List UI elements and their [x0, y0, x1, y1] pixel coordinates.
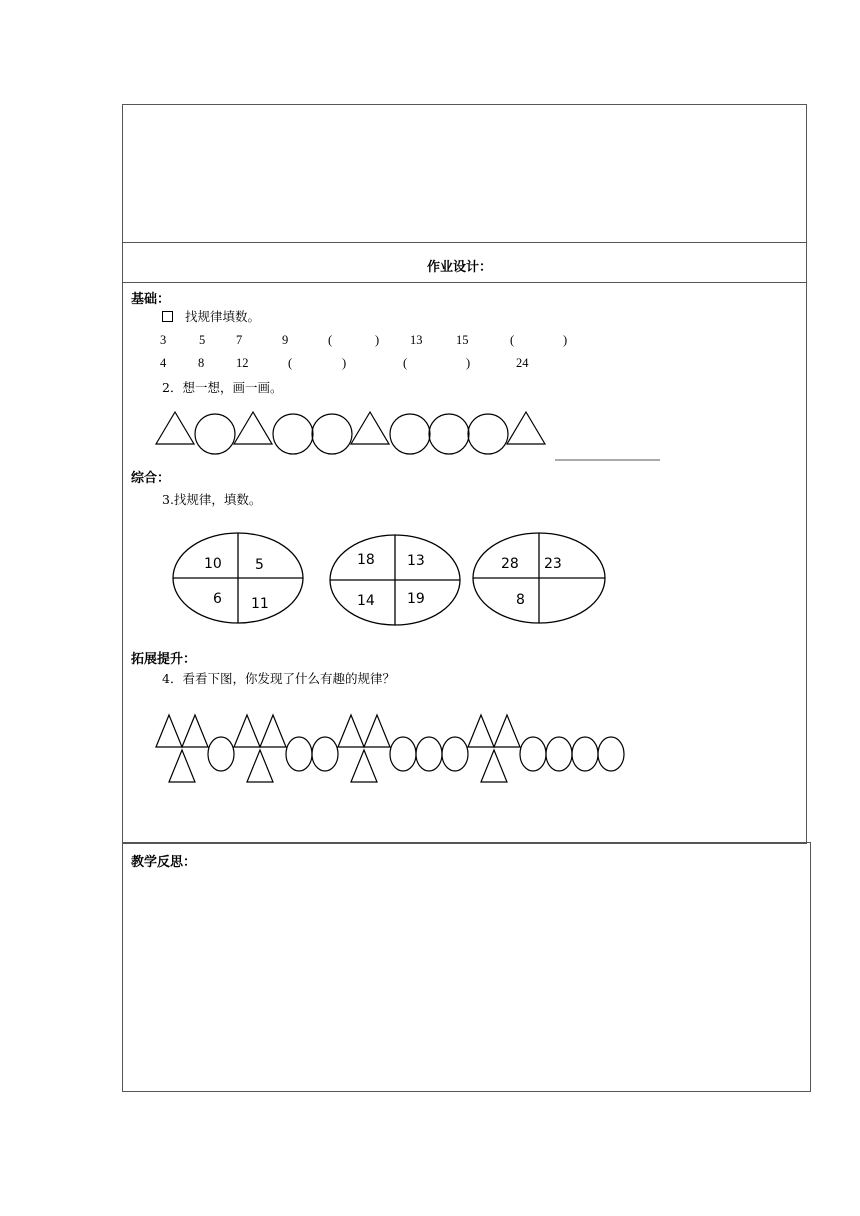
question-4-text: 4．看看下图，你发现了什么有趣的规律？	[162, 671, 395, 686]
seq1-item: 9	[282, 333, 289, 347]
seq2-item: 4	[160, 356, 167, 370]
oval-3-tr: 23	[544, 556, 562, 572]
oval-2-tl: 18	[357, 552, 375, 568]
homework-title: 作业设计：	[427, 260, 493, 275]
seq2-blank-open: (	[288, 356, 293, 370]
reflection-cell	[122, 842, 811, 1092]
oval-shape	[312, 737, 338, 771]
triangle-shape	[234, 715, 260, 747]
seq1-item: 3	[160, 333, 167, 347]
oval-shape	[520, 737, 546, 771]
question-1-text: 找规律填数。	[185, 309, 261, 324]
triangle-shape	[364, 715, 390, 747]
triangle-shape	[260, 715, 286, 747]
oval-shape	[442, 737, 468, 771]
seq1-item: 13	[410, 333, 423, 347]
seq2-item: 8	[198, 356, 205, 370]
seq1-blank-close: )	[563, 333, 568, 347]
oval-shape	[390, 737, 416, 771]
triangle-shape	[247, 750, 273, 782]
section-comprehensive: 综合：	[131, 471, 171, 486]
triangle-shape	[481, 750, 507, 782]
seq2-blank-close: )	[342, 356, 347, 370]
triangle-shape	[338, 715, 364, 747]
triangle-shape	[494, 715, 520, 747]
question-2-text: 2．想一想，画一画。	[162, 380, 283, 395]
seq2-blank-close: )	[466, 356, 471, 370]
oval-1-br: 11	[251, 596, 269, 612]
triangle-shape	[351, 750, 377, 782]
oval-shape	[572, 737, 598, 771]
question-3-text: 3.找规律，填数。	[162, 492, 262, 507]
oval-shape	[208, 737, 234, 771]
section-extension: 拓展提升：	[131, 652, 197, 667]
oval-3-bl: 8	[516, 592, 525, 608]
oval-1-bl: 6	[213, 591, 222, 607]
triangle-shape	[468, 715, 494, 747]
oval-2-br: 19	[407, 591, 425, 607]
seq1-item: 5	[199, 333, 206, 347]
seq1-item: 15	[456, 333, 469, 347]
seq2-item: 12	[236, 356, 249, 370]
oval-shape	[416, 737, 442, 771]
oval-1-tl: 10	[204, 556, 222, 572]
oval-2-tr: 13	[407, 553, 425, 569]
seq1-blank-close: )	[375, 333, 380, 347]
seq1-item: 7	[236, 333, 243, 347]
triangle-shape	[169, 750, 195, 782]
seq2-blank-open: (	[403, 356, 408, 370]
oval-1-tr: 5	[255, 557, 264, 573]
triangle-shape	[182, 715, 208, 747]
seq1-blank-open: (	[328, 333, 333, 347]
oval-2-bl: 14	[357, 593, 375, 609]
oval-shape	[598, 737, 624, 771]
oval-3-tl: 28	[501, 556, 519, 572]
section-basic: 基础：	[131, 292, 171, 307]
oval-shape	[286, 737, 312, 771]
seq2-item: 24	[516, 356, 529, 370]
seq1-blank-open: (	[510, 333, 515, 347]
triangle-shape	[156, 715, 182, 747]
section-reflection: 教学反思：	[131, 855, 197, 870]
oval-shape	[546, 737, 572, 771]
